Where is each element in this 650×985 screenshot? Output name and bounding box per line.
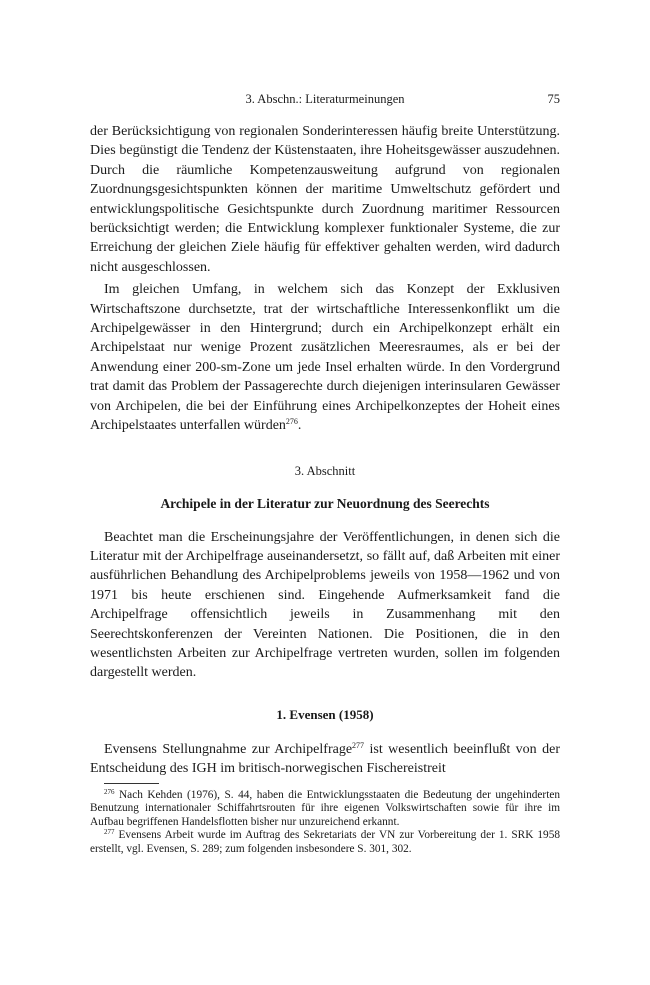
subsection-heading: 1. Evensen (1958) bbox=[276, 706, 374, 722]
paragraph-4-rest: ist wesentlich beeinflußt von der Entscheidung des IGH im britisch-norwegischen Fischereistreit bbox=[90, 741, 561, 777]
footnote-276 bbox=[90, 789, 560, 830]
body-paragraph-3: Beachtet man die Erscheinungsjahre der Veröffentlichungen, in denen sich die Literatur mit der Archipelfrage auseinandersetzt, so fällt auf, daß Arbeiten mit einer ausführlichen Behandlung des Archipelproblems jeweils von 1958—1962 und von 1971 bis heute erschienen sind. Eingehende Aufmerksamkeit fand die Archipelfrage offensichtlich jeweils in Zusammenhang mit den Seerechtskonferenzen der Vereinten Nationen. Die Positionen, die in den wesentlichsten Arbeiten zur Archipelfrage vertreten wurden, sollen im folgenden dargestellt werden. bbox=[90, 529, 560, 681]
running-head bbox=[90, 92, 560, 110]
body-paragraph-4 bbox=[90, 740, 560, 779]
paragraph-4-start: Evensens Stellungnahme zur Archipelfrage bbox=[104, 741, 353, 757]
footnote-ref-276: 276 bbox=[285, 417, 298, 427]
paragraph-2-end: . bbox=[297, 418, 302, 434]
footnote-277 bbox=[90, 829, 560, 856]
footnote-text: Nach Kehden (1976), S. 44, haben die Entwicklungsstaaten die Bedeutung der ungehinderten Benutzung internationaler Schiffahrtsrouten für ihre eigenen Volkswirtschaften sowie für ihre im Aufbau begriffenen Handelsflotten bisher nur unzureichend erkannt. bbox=[90, 788, 560, 828]
footnote-ref-277: 277 bbox=[352, 740, 365, 750]
section-heading: Archipele in der Literatur zur Neuordnung des Seerechts bbox=[160, 495, 490, 511]
footnote-text: Evensens Arbeit wurde im Auftrag des Sekretariats der VN zur Vorbereitung der 1. SRK 1958 erstellt, vgl. Evensen, S. 289; zum folgenden insbesondere S. 301, 302. bbox=[90, 829, 560, 855]
footnote-number: 277 bbox=[104, 828, 115, 837]
paragraph-2-text: Im gleichen Umfang, in welchem sich das Konzept der Exklusiven Wirtschaftszone durchsetzte, trat der wirtschaftliche Interessenkonflikt um die Archipelgewässer in den Hintergrund; durch ein Archipelkonzept erhält ein Archipelstaat nur wenige Prozent zusätzlichen Meeresraumes, als er bei der Anwendung einer 200-sm-Zone um jede Insel erhalten würde. In den Vordergrund trat damit das Problem der Passagerechte durch diejenigen interinsularen Gewässer von Archipelen, die bei der Einführung eines Archipelkonzeptes der Hoheit eines Archipelstaates unterfallen würden bbox=[90, 282, 560, 434]
body-paragraph-1: der Berücksichtigung von regionalen Sonderinteressen häufig breite Unterstützung. Dies begünstigt die Tendenz der Küstenstaaten, ihre Hoheitsgewässer auszudehnen. Durch die räumliche Kompetenzausweitung aufgrund von regionalen Zuordnungsgesichtspunkten können der maritime Umweltschutz gefördert und entwicklungspolitische Gesichtspunkte durch Zuordnung maritimer Ressourcen berücksichtigt werden; die Entwicklung komplexer funktionaler Systeme, die zur Erreichung der gleichen Ziele häufig für effektiver gehalten werden, wird dadurch nicht ausgeschlossen. bbox=[90, 124, 560, 275]
page-number: 75 bbox=[547, 92, 560, 106]
footnote-number: 276 bbox=[104, 787, 115, 796]
book-page bbox=[90, 92, 560, 857]
body-paragraph-2 bbox=[90, 280, 560, 435]
section-label: 3. Abschnitt bbox=[294, 463, 356, 478]
footnote-rule bbox=[104, 783, 159, 784]
running-title: 3. Abschn.: Literaturmeinungen bbox=[245, 92, 405, 106]
